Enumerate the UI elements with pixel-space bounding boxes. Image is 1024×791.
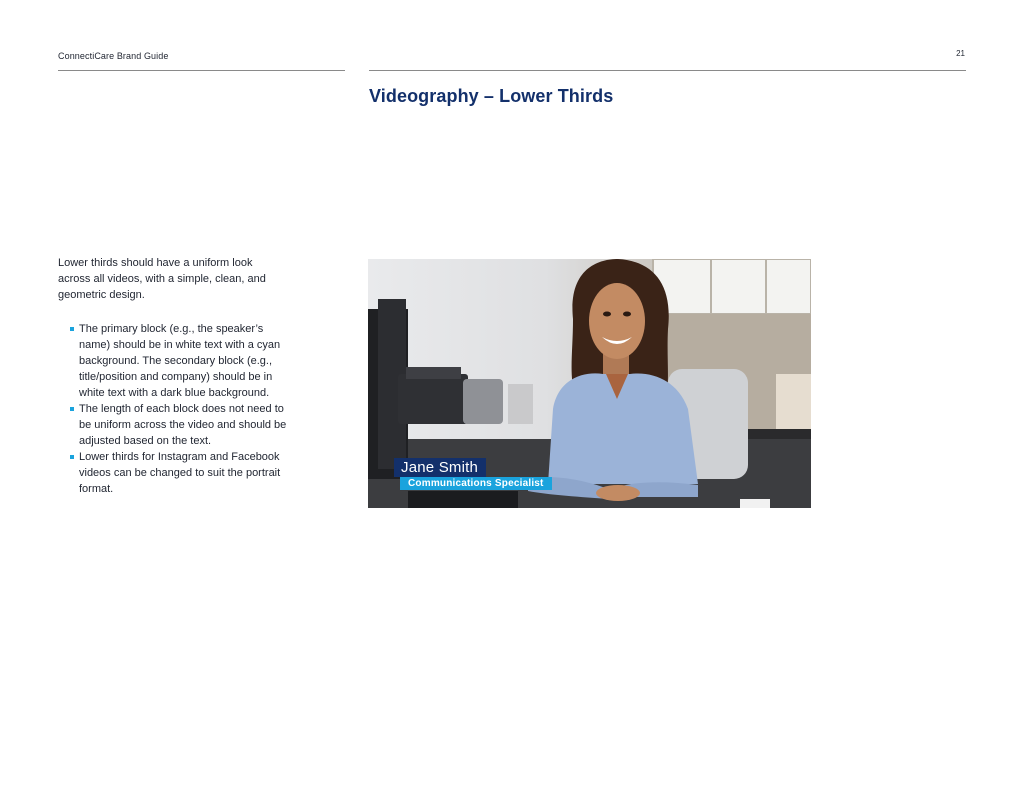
page-number: 21 (956, 49, 965, 58)
list-item-text: The primary block (e.g., the speaker’s name) should be in white text with a cyan background. The secondary block (e.g., title/position and company) should be in white text with a dark blue background. (79, 323, 281, 399)
list-item-text: Lower thirds for Instagram and Facebook videos can be changed to suit the portrait format. (79, 451, 281, 495)
guide-title: ConnectiCare Brand Guide (58, 51, 169, 61)
bullet-icon (70, 407, 74, 411)
header-rule-left (58, 70, 345, 71)
lower-third-title-block: Communications Specialist (400, 477, 552, 490)
list-item (70, 449, 292, 497)
list-item-text: The length of each block does not need to be uniform across the video and should be adjusted based on the text. (79, 403, 287, 447)
intro-paragraph: Lower thirds should have a uniform look across all videos, with a simple, clean, and geometric design. (58, 257, 266, 301)
section-heading: Videography – Lower Thirds (369, 86, 614, 106)
header-rule-right (369, 70, 966, 71)
bullet-icon (70, 327, 74, 331)
list-item (70, 321, 292, 401)
lower-third-name-block: Jane Smith (394, 458, 486, 477)
guideline-list (70, 321, 292, 497)
list-item (70, 401, 292, 449)
bullet-icon (70, 455, 74, 459)
